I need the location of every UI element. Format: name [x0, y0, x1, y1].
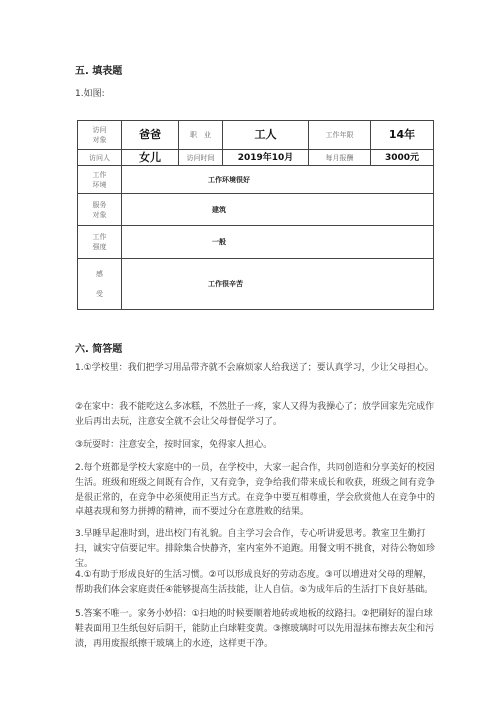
visitor-label: 访问人 — [78, 150, 122, 166]
occupation-value: 工人 — [223, 121, 309, 150]
monthly-pay-value: 3000元 — [371, 150, 434, 166]
work-intensity-value: 一般 — [122, 226, 434, 259]
table-row — [78, 194, 434, 226]
feelings-value: 工作很辛苦 — [122, 259, 434, 310]
years-working-label: 工作年限 — [309, 121, 371, 150]
answer-paragraph: ③玩耍时：注意安全，按时回家，免得家人担心。 — [75, 440, 273, 450]
years-working-value: 14年 — [371, 121, 434, 150]
visit-time-value: 2019年10月 — [223, 150, 309, 166]
service-target-label: 服务 对象 — [78, 194, 122, 226]
survey-table — [77, 120, 434, 310]
answer-paragraph: 3.早睡早起准时到，进出校门有礼貌。自主学习会合作，专心听讲爱思考。教室卫生勤打扫，诚实守信要记牢。排除集合快静齐，室内室外不追跑。用餐文明不挑食，对待公物如珍宝。 — [75, 529, 436, 569]
answer-paragraph: ②在家中：我不能吃这么多冰糕，不然肚子一疼，家人又得为我操心了；放学回家先完成作业后再出去玩，注意安全就不会让父母督促学习了。 — [75, 402, 435, 427]
table-row — [78, 150, 434, 166]
answer-paragraph: 5.答案不唯一。家务小妙招：①扫地的时候要顺着地砖或地板的纹路扫。②把刷好的湿白球鞋表面用卫生纸包好后阴干，能防止白球鞋变黄。③擦玻璃时可以先用湿抹布擦去灰尘和污渍，再用废报纸擦干玻璃上的水迹，这样更干净。 — [75, 609, 435, 649]
answer-paragraph: 2.每个班都是学校大家庭中的一员，在学校中，大家一起合作，共同创造和分享美好的校园生活。班级和班级之间既有合作，又有竞争，竞争给我们带来成长和收获，班级之间有竞争是很正常的，在竞争中必须使用正当方式。在竞争中要互相尊重，学会欣赏他人在竞争中的卓越表现和努力拼搏的精神，而不要过分在意胜败的结果。 — [75, 463, 436, 518]
visit-target-value: 爸爸 — [122, 121, 179, 150]
monthly-pay-label: 每月报酬 — [309, 150, 371, 166]
visit-target-label: 访问 对象 — [78, 121, 122, 150]
feelings-label: 感 受 — [78, 259, 122, 310]
table-row — [78, 259, 434, 310]
work-intensity-label: 工作 强度 — [78, 226, 122, 259]
answer-paragraph: 4.①有助于形成良好的生活习惯。②可以形成良好的劳动态度。③可以增进对父母的理解，帮助我们体会家庭责任④能够提高生活技能，让人自信。⑤为成年后的生活打下良好基础。 — [75, 570, 434, 595]
work-environment-label: 工作 环境 — [78, 166, 122, 194]
visitor-value: 女儿 — [122, 150, 179, 166]
service-target-value: 建筑 — [122, 194, 434, 226]
section-six-title: 六. 简答题 — [75, 344, 123, 355]
table-row — [78, 166, 434, 194]
table-row — [78, 226, 434, 259]
visit-time-label: 访问时间 — [179, 150, 223, 166]
table-row — [78, 121, 434, 150]
occupation-label: 职 业 — [179, 121, 223, 150]
section-five-title: 五. 填表题 — [75, 66, 123, 77]
answer-paragraph: 1.①学校里：我们把学习用品带齐就不会麻烦家人给我送了；要认真学习，少让父母担心。 — [75, 363, 434, 373]
question-one-label: 1.如图: — [75, 89, 105, 99]
work-environment-value: 工作环境很好 — [122, 166, 434, 194]
